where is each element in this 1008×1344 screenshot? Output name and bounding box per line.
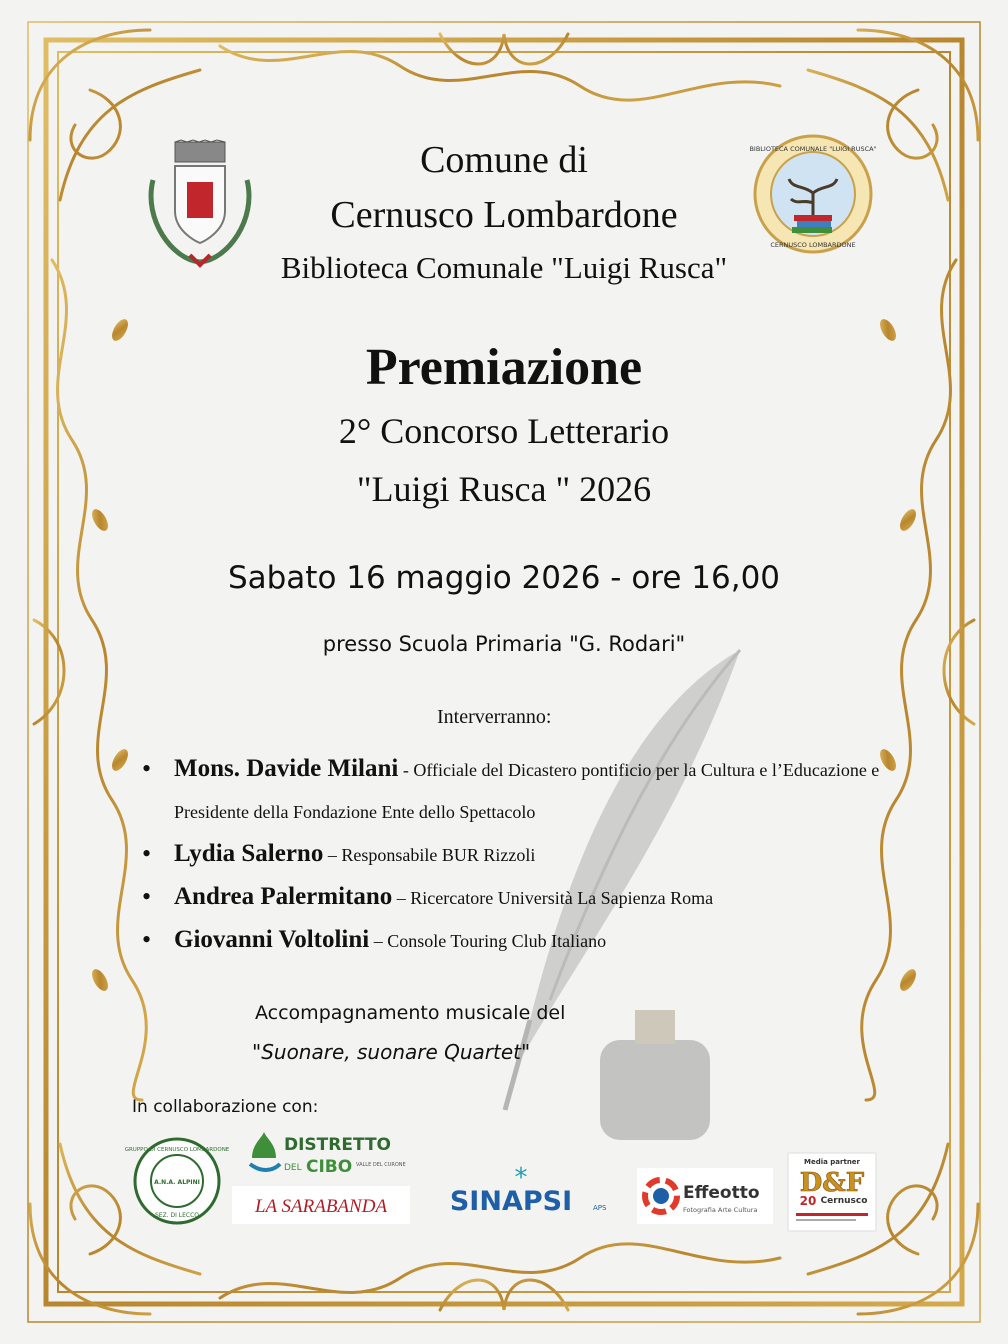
sinapsi-text: SINAPSI bbox=[449, 1186, 573, 1217]
df-number-text: 20 bbox=[799, 1194, 817, 1208]
speaker-role: – Responsabile BUR Rizzoli bbox=[323, 845, 536, 865]
effeotto-logo bbox=[637, 1168, 773, 1224]
alpini-inner-text: A.N.A. ALPINI bbox=[154, 1179, 200, 1186]
collaboration-label: In collaborazione con: bbox=[132, 1097, 319, 1117]
list-item bbox=[142, 876, 902, 919]
quote-close: " bbox=[521, 1040, 531, 1064]
speaker-role: – Console Touring Club Italiano bbox=[369, 931, 607, 951]
speaker-name: Giovanni Voltolini bbox=[174, 926, 370, 953]
asterisk-icon: * bbox=[514, 1163, 528, 1193]
distretto-text-1: DISTRETTO bbox=[284, 1135, 392, 1155]
distretto-text-3: CIBO bbox=[306, 1157, 353, 1177]
list-item bbox=[142, 833, 902, 876]
speakers-intro: Interverranno: bbox=[437, 706, 552, 728]
list-item bbox=[142, 919, 902, 962]
sinapsi-logo bbox=[433, 1164, 613, 1220]
sinapsi-aps-text: APS bbox=[593, 1204, 607, 1212]
music-line2 bbox=[252, 1040, 530, 1064]
header-line2: Cernusco Lombardone bbox=[330, 194, 678, 236]
speaker-name: Lydia Salerno bbox=[174, 840, 324, 867]
distretto-text-4: VALLE DEL CURONE bbox=[356, 1162, 406, 1168]
alpini-logo bbox=[124, 1137, 230, 1225]
inkwell-icon bbox=[600, 1040, 710, 1140]
biblioteca-logo-bottom-text: CERNUSCO LOMBARDONE bbox=[770, 241, 856, 249]
df-media-partner-logo bbox=[788, 1153, 876, 1231]
speaker-role: - Officiale del Dicastero pontificio per la Cultura e l’Educazione e Presidente della Fondazione Ente dello Spettacolo bbox=[174, 760, 880, 822]
subtitle-line2: "Luigi Rusca " 2026 bbox=[356, 469, 652, 509]
alpini-outer-text: GRUPPO DI CERNUSCO LOMBARDONE bbox=[124, 1147, 230, 1153]
effeotto-text: Effeotto bbox=[683, 1183, 760, 1203]
effeotto-subtext: Fotografia Arte Cultura bbox=[683, 1206, 758, 1214]
biblioteca-logo-top-text: BIBLIOTECA COMUNALE "LUIGI RUSCA" bbox=[749, 145, 877, 153]
header-line1: Comune di bbox=[420, 139, 588, 181]
list-item bbox=[142, 748, 902, 833]
speaker-name: Mons. Davide Milani bbox=[174, 755, 399, 782]
distretto-text-2: DEL bbox=[284, 1163, 302, 1173]
header-line3: Biblioteca Comunale "Luigi Rusca" bbox=[280, 250, 728, 285]
speaker-role: – Ricercatore Università La Sapienza Roma bbox=[392, 888, 714, 908]
subtitle-line1: 2° Concorso Letterario bbox=[338, 411, 670, 451]
df-media-text: Media partner bbox=[804, 1158, 860, 1166]
quote-open: " bbox=[252, 1040, 262, 1064]
event-date: Sabato 16 maggio 2026 - ore 16,00 bbox=[227, 560, 781, 596]
speaker-name: Andrea Palermitano bbox=[174, 883, 393, 910]
event-place: presso Scuola Primaria "G. Rodari" bbox=[322, 632, 686, 656]
sarabanda-text: LA SARABANDA bbox=[254, 1196, 388, 1217]
df-letters-text: D&F bbox=[799, 1168, 865, 1198]
music-line1: Accompagnamento musicale del bbox=[255, 1002, 566, 1024]
speakers-list bbox=[142, 748, 902, 962]
distretto-cibo-logo bbox=[244, 1128, 406, 1178]
page-title: Premiazione bbox=[365, 339, 643, 396]
quartet-name: Suonare, suonare Quartet bbox=[261, 1040, 522, 1064]
sarabanda-logo bbox=[232, 1186, 410, 1224]
alpini-bottom-text: SEZ. DI LECCO bbox=[154, 1212, 200, 1219]
df-city-text: Cernusco bbox=[820, 1196, 868, 1206]
